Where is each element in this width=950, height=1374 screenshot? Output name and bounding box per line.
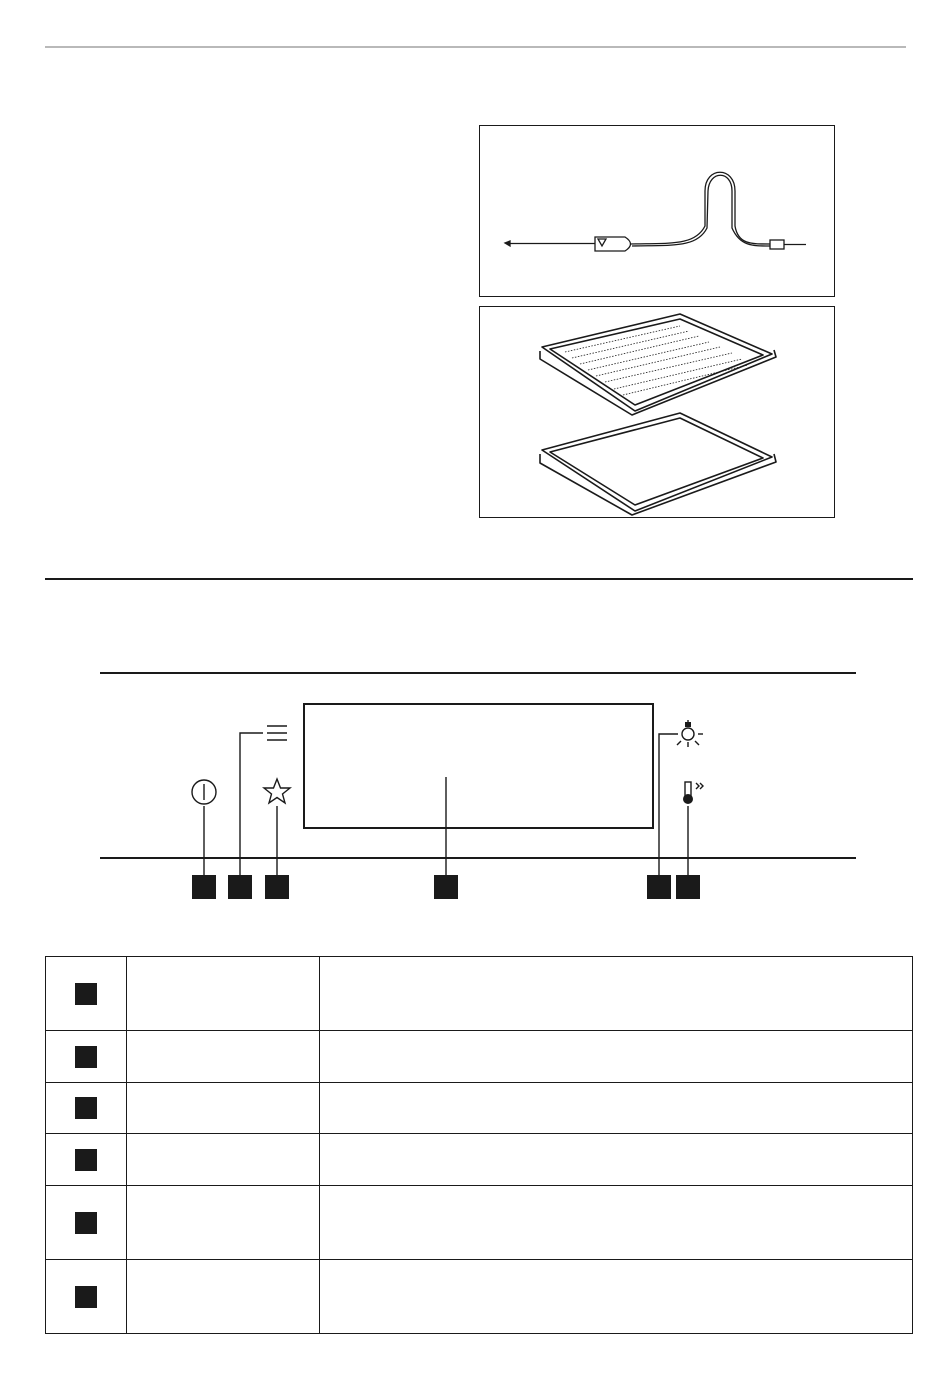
- callout-marker: [192, 875, 216, 899]
- row-number-marker: [75, 1212, 97, 1234]
- function-description: [320, 1134, 913, 1186]
- table-row: [46, 1031, 913, 1083]
- table-row: [46, 957, 913, 1031]
- callout-marker: [434, 875, 458, 899]
- panel-top-edge: [100, 672, 856, 674]
- function-name: [127, 1083, 320, 1134]
- top-divider: [45, 46, 906, 48]
- callout-marker: [647, 875, 671, 899]
- table-row: [46, 1186, 913, 1260]
- core-probe-figure: [479, 125, 835, 297]
- function-name: [127, 1134, 320, 1186]
- function-description: [320, 1260, 913, 1334]
- function-name: [127, 1260, 320, 1334]
- function-description: [320, 957, 913, 1031]
- table-row: [46, 1083, 913, 1134]
- callout-marker: [676, 875, 700, 899]
- meat-probe-illustration: [480, 126, 834, 296]
- row-number-marker: [75, 1046, 97, 1068]
- baking-trays-figure: [479, 306, 835, 518]
- control-panel-leaders: [0, 690, 950, 900]
- table-row: [46, 1260, 913, 1334]
- function-description: [320, 1186, 913, 1260]
- row-number-marker: [75, 1097, 97, 1119]
- callout-marker: [265, 875, 289, 899]
- row-number-marker: [75, 983, 97, 1005]
- row-number-marker: [75, 1149, 97, 1171]
- favourite-star-icon: [264, 779, 290, 803]
- row-number-marker: [75, 1286, 97, 1308]
- lamp-icon: [682, 728, 694, 740]
- baking-trays-illustration: [480, 307, 834, 517]
- function-name: [127, 1031, 320, 1083]
- core-temperature-icon: [685, 782, 691, 796]
- control-panel-legend-table: [45, 956, 913, 1334]
- table-row: [46, 1134, 913, 1186]
- function-description: [320, 1083, 913, 1134]
- function-name: [127, 1186, 320, 1260]
- function-name: [127, 957, 320, 1031]
- function-description: [320, 1031, 913, 1083]
- section-divider: [45, 578, 913, 580]
- callout-marker: [228, 875, 252, 899]
